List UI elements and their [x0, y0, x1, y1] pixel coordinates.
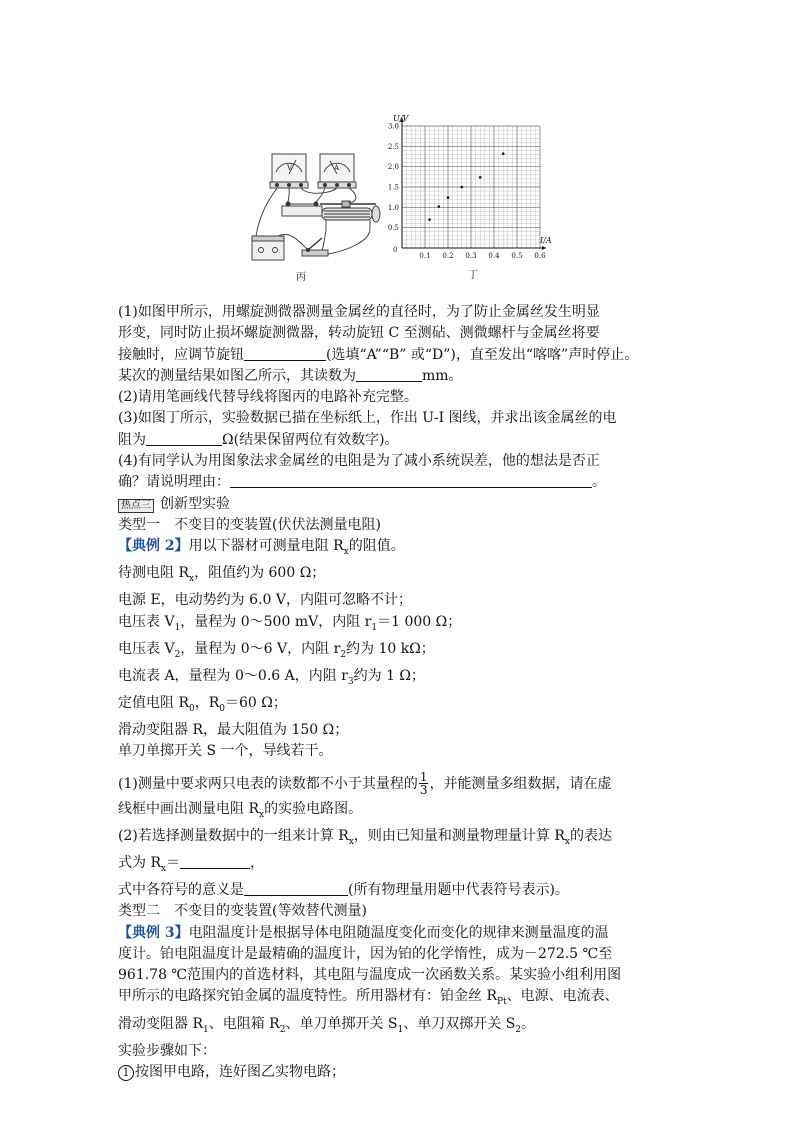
q1-line4-start: 某次的测量结果如图乙所示，其读数为: [118, 367, 356, 384]
y-tick-label: 1.5: [387, 183, 399, 192]
hot-tag-badge: 热点三: [118, 499, 154, 513]
item-text: 电压表 V: [118, 613, 175, 630]
ex2-q2-text: ，则由已知量和测量物理量计算 R: [353, 827, 565, 844]
subscript: 3: [347, 676, 354, 687]
subscript: 2: [174, 649, 181, 660]
q1-line4: [118, 366, 678, 387]
data-point: [502, 152, 505, 155]
equipment-item: [118, 563, 678, 590]
answer-blank-knob[interactable]: [244, 346, 326, 361]
step-text: 按图甲电路，连好图乙实物电路；: [135, 1063, 345, 1080]
type2-heading: 类型二 不变目的变装置(等效替代测量): [118, 903, 367, 920]
rheostat-icon: [320, 201, 380, 230]
equipment-item: [118, 612, 678, 639]
ammeter-symbol: A: [334, 164, 340, 172]
q1-line3-end: (选填“A”“B” 或“D”)，直至发出“喀喀”声时停止。: [326, 346, 639, 363]
ex3-line5: [118, 1014, 678, 1041]
ui-graph: [388, 114, 552, 260]
y-tick-label: 3.0: [387, 122, 399, 131]
hot-section-title: 创新型实验: [160, 495, 230, 512]
item-text: 约为 1 Ω；: [353, 667, 426, 684]
hot-section-heading: [118, 494, 678, 515]
ex2-q1-line2-text: 线框中画出测量电阻 R: [118, 800, 259, 817]
item-text: 定值电阻 R: [118, 695, 189, 712]
y-tick-labels: [388, 123, 399, 233]
q1-line3-start: 接触时，应调节旋钮: [118, 346, 244, 363]
item-text: ，阻值约为 600 Ω；: [194, 565, 326, 582]
ex3-line1: [118, 923, 678, 944]
subscript: 1: [397, 1024, 404, 1035]
ex2-q2-text-end: (所有物理量用题中代表符号表示)。: [348, 882, 569, 898]
q4-line2-start: 确？请说明理由：: [118, 474, 230, 491]
y-tick-label: 2.5: [387, 142, 399, 151]
ex3-text: 电阻温度计是根据导体电阻随温度变化而变化的规律来测量温度的温: [188, 924, 609, 941]
item-text: ，量程为 0～6 V，内阻 r: [180, 640, 341, 657]
data-point: [428, 218, 431, 221]
data-point: [461, 186, 464, 189]
subscript: 2: [340, 649, 346, 660]
q1-line4-unit: mm。: [422, 367, 463, 384]
x-tick-label: 0.4: [488, 252, 500, 260]
ex3-line4: [118, 986, 678, 1013]
ex3-text: 、电源、电流表、: [506, 988, 619, 1005]
answer-blank-reason[interactable]: [230, 473, 592, 488]
item-text: ＝60 Ω；: [225, 695, 287, 712]
answer-blank-formula[interactable]: [180, 854, 250, 869]
y-tick-label: 1.0: [387, 203, 399, 212]
x-tick-label: 0.3: [465, 252, 477, 260]
subscript: x: [348, 836, 354, 847]
document-body: [118, 302, 678, 1083]
q1-line1: (1)如图甲所示，用螺旋测微器测量金属丝的直径时，为了防止金属丝发生明显: [118, 304, 600, 320]
steps-title: 实验步骤如下：: [118, 1042, 216, 1059]
ex3-text: 、单刀双掷开关 S: [403, 1015, 516, 1032]
item-text: 电压表 V: [118, 640, 175, 657]
x-tick-labels: [419, 252, 546, 260]
subscript: 2: [515, 1024, 522, 1035]
subscript: 1: [174, 622, 181, 633]
ex2-label: 【典例 2】: [118, 538, 189, 555]
ex2-q2-line2: [118, 853, 678, 880]
ex2-intro-text: 用以下器材可测量电阻 R: [188, 538, 344, 555]
ex2-q1-text-end: ，并能测量多组数据，请在虚: [429, 775, 612, 792]
q3-line2: [118, 430, 678, 451]
equipment-item: 滑动变阻器 R，最大阻值为 150 Ω；: [118, 722, 349, 739]
figure-bing-label: 丙: [296, 272, 306, 283]
ex3-label: 【典例 3】: [118, 924, 189, 941]
ex2-q2-line3: [118, 880, 678, 901]
data-point: [447, 196, 450, 199]
battery-icon: [252, 236, 284, 260]
ex2-q2-text: 式为 R: [118, 854, 161, 871]
subscript: x: [343, 547, 349, 558]
subscript: x: [189, 574, 195, 585]
q4-line2-end: 。: [592, 474, 606, 491]
ex2-q2-text-end: 的表达: [569, 827, 612, 844]
ex2-q1-line2-end: 的实验电路图。: [264, 800, 363, 817]
apparatus-drawing: [252, 154, 380, 260]
ex2-q2-text: (2)若选择测量数据中的一组来计算 R: [118, 827, 349, 844]
q3-line2-end: Ω(结果保留两位有效数字)。: [222, 431, 399, 448]
voltmeter-symbol: V: [287, 164, 293, 172]
graph-grid: [402, 126, 540, 248]
q4-line2: [118, 472, 678, 493]
equipment-item: [118, 693, 678, 720]
subscript: x: [161, 863, 167, 874]
subscript: Pt: [497, 997, 507, 1008]
origin-label: 0: [393, 246, 398, 254]
subscript: x: [259, 809, 265, 820]
ex2-q2-line1: [118, 826, 678, 853]
equipment-item: 单刀单掷开关 S 一个，导线若干。: [118, 743, 333, 760]
q3-line1: (3)如图丁所示，实验数据已描在坐标纸上，作出 U-I 图线，并求出该金属丝的电: [118, 410, 617, 427]
equipment-item: [118, 639, 678, 666]
ex2-q1-line1: [118, 769, 678, 799]
item-text: ＝1 000 Ω；: [377, 613, 462, 630]
figures: [230, 112, 560, 292]
item-text: 待测电阻 R: [118, 565, 189, 582]
ex3-text: 、电阻箱 R: [208, 1015, 280, 1032]
ex2-q2-text: 式中各符号的意义是: [118, 882, 244, 898]
step-1: [118, 1062, 678, 1083]
ex2-q2-equals: ＝: [166, 854, 181, 871]
subscript: 1: [203, 1024, 209, 1035]
ex2-intro-end: 的阻值。: [348, 538, 405, 555]
answer-blank-symbol-meaning[interactable]: [244, 881, 348, 896]
wire-board-icon: [282, 202, 322, 216]
q1-line2: 形变，同时防止损坏螺旋测微器，转动旋钮 C 至测砧、测微螺杆与金属丝将要: [118, 325, 600, 342]
item-text: 约为 10 kΩ；: [346, 640, 435, 657]
item-text: 电流表 A，量程为 0～0.6 A，内阻 r: [118, 667, 348, 684]
fraction-denominator: 3: [419, 783, 428, 798]
figure-svg: [230, 112, 560, 292]
ex2-intro: [118, 536, 678, 563]
equipment-item: 电源 E，电动势约为 6.0 V，内阻可忽略不计；: [118, 592, 412, 609]
fraction-numerator: 1: [419, 770, 428, 785]
subscript: 2: [279, 1024, 286, 1035]
ex3-text: 甲所示的电路探究铂金属的温度特性。所用器材有：铂金丝 R: [118, 988, 497, 1005]
subscript: 0: [189, 703, 195, 714]
q3-line2-start: 阻为: [118, 431, 146, 448]
subscript: x: [564, 836, 570, 847]
x-tick-label: 0.2: [442, 252, 454, 260]
x-tick-label: 0.5: [511, 252, 523, 260]
x-axis-label: I/A: [540, 236, 552, 245]
ex2-q1-line2: [118, 799, 678, 826]
data-point: [479, 176, 482, 179]
type1-heading: 类型一 不变目的变装置(伏伏法测量电阻): [118, 516, 381, 533]
circled-number: 1: [118, 1065, 134, 1081]
ex2-q2-comma: ，: [250, 854, 265, 871]
q4-line1: (4)有同学认为用图象法求金属丝的电阻是为了减小系统误差，他的想法是否正: [118, 453, 600, 470]
data-point: [438, 205, 441, 208]
answer-blank-resistance[interactable]: [146, 431, 222, 446]
y-tick-label: 0.5: [387, 224, 399, 233]
equipment-item: [118, 666, 678, 693]
x-tick-label: 0.6: [534, 252, 546, 260]
item-text: ，R: [194, 695, 220, 712]
ex3-line2: 度计。铂电阻温度计是最精确的温度计，因为铂的化学惰性，成为－272.5 ℃至: [118, 945, 613, 962]
fraction-one-third: [419, 771, 429, 796]
subscript: 1: [371, 622, 378, 633]
ex3-text: 。: [521, 1015, 536, 1032]
ex3-line3: 961.78 ℃范围内的首选材料，其电阻与温度成一次函数关系。某实验小组利用图: [118, 967, 622, 984]
q1-line3: [118, 345, 678, 366]
ex2-q1-text: (1)测量中要求两只电表的读数都不小于其量程的: [118, 775, 418, 792]
y-axis-label: U/V: [393, 114, 409, 123]
x-axis-arrow: [542, 246, 546, 250]
ex3-text: 、单刀单掷开关 S: [285, 1015, 398, 1032]
q2-line: (2)请用笔画线代替导线将图丙的电路补充完整。: [118, 389, 418, 406]
ex3-text: 滑动变阻器 R: [118, 1015, 203, 1032]
subscript: 0: [219, 703, 226, 714]
graph-axes: [400, 118, 546, 250]
item-text: ，量程为 0～500 mV，内阻 r: [180, 613, 372, 630]
x-tick-label: 0.1: [419, 252, 431, 260]
figure-ding-label: 丁: [468, 270, 478, 281]
y-tick-label: 2.0: [387, 163, 399, 172]
answer-blank-reading[interactable]: [356, 367, 422, 382]
